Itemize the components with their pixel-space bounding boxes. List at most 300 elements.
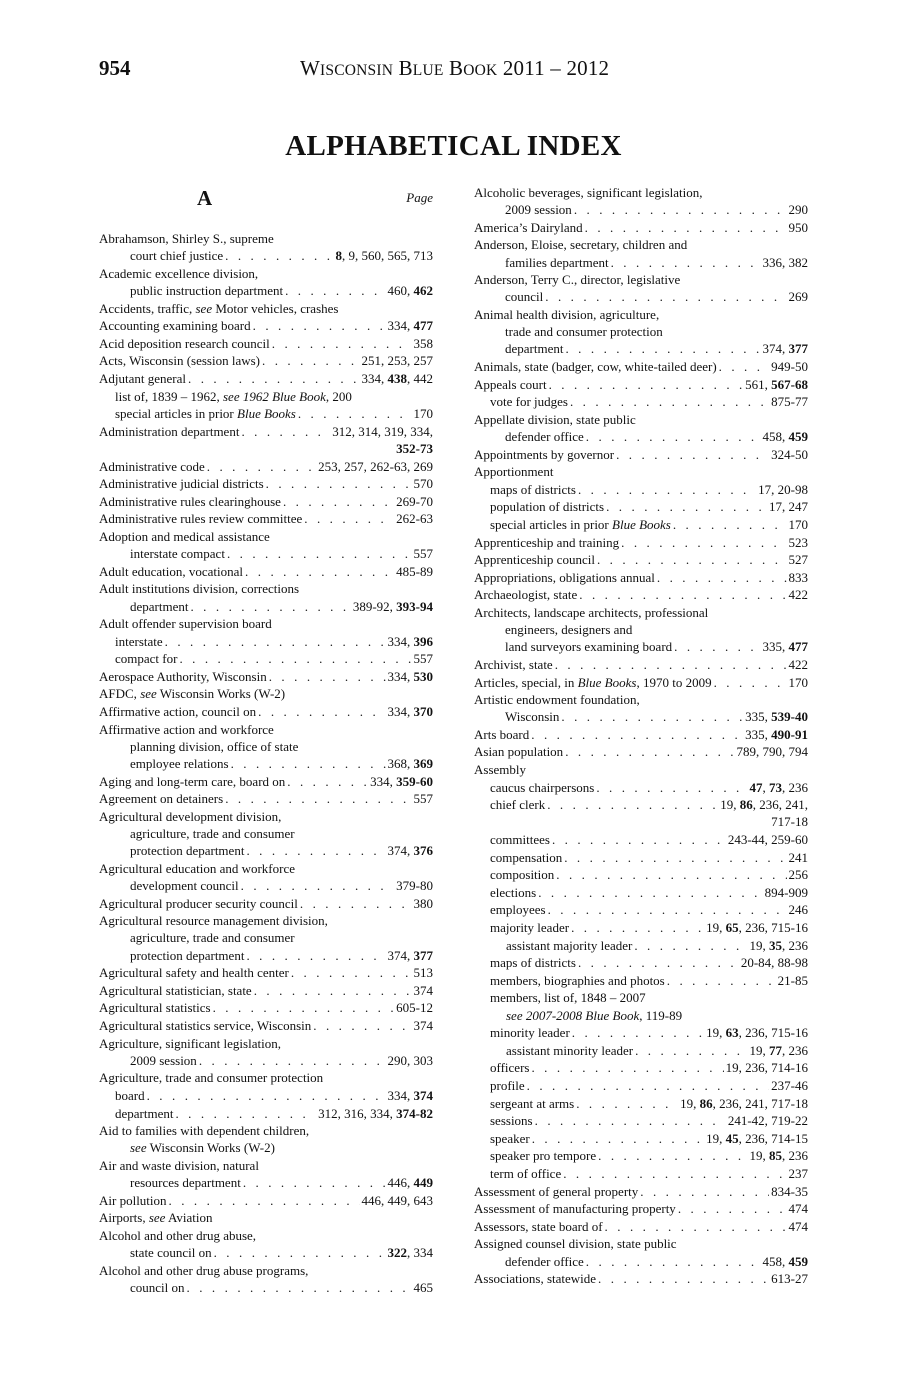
entry-pages: 47, 73, 236 [749,779,808,795]
entry-pages: 312, 316, 334, 374-82 [318,1105,433,1121]
dot-leader [535,1112,726,1129]
entry-pages: 374, 377 [762,341,808,357]
dot-leader [313,1017,411,1034]
entry-term: Anderson, Terry C., director, legislative [474,272,681,288]
dot-leader [213,999,395,1016]
entry-term: families department [505,254,609,270]
entry-pages: 374, 376 [387,843,433,859]
entry-pages: 613-27 [771,1271,808,1287]
entry-term: sergeant at arms [490,1095,575,1111]
dot-leader [556,866,786,883]
dot-leader [598,1270,769,1287]
entry-pages: 170 [788,674,808,690]
index-entry [474,779,808,796]
entry-term: Assessment of manufacturing property [474,1201,676,1217]
index-entry [99,458,433,475]
dot-leader [548,901,787,918]
index-entry [474,1200,808,1217]
entry-pages: 253, 257, 262-63, 269 [318,458,433,474]
index-entry [474,534,808,551]
entry-term: Agriculture, trade and consumer protection [99,1070,324,1086]
entry-term: Air pollution [99,1192,167,1208]
index-entry [474,358,808,375]
index-entry [99,1209,433,1226]
dot-leader [179,650,411,667]
entry-term: Acid deposition research council [99,335,270,351]
entry-term: composition [490,867,555,883]
index-entry [99,493,433,510]
entry-pages: 875-77 [771,394,808,410]
entry-term: council on [130,1279,185,1295]
entry-pages: 335, 539-40 [745,709,808,725]
entry-pages: 460, 462 [387,283,433,298]
dot-leader [214,1244,386,1261]
entry-pages: 334, 438, 442 [361,370,433,386]
dot-leader [254,982,412,999]
entry-term: caucus chairpersons [490,779,595,795]
entry-term: special articles in prior Blue Books [115,406,296,422]
index-entry [99,1105,433,1122]
page-number: 954 [99,56,131,80]
entry-pages: 290, 303 [387,1052,433,1068]
dot-leader [190,598,350,615]
entry-term: Assessment of general property [474,1183,639,1199]
dot-leader [531,1059,723,1076]
entry-pages: 334, 359-60 [370,773,433,789]
entry-term: Agricultural statistics service, Wisconsin [99,1018,312,1034]
entry-term: state council on [130,1245,212,1261]
entry-pages: 324-50 [771,446,808,462]
entry-term: Wisconsin [505,709,560,725]
dot-leader [578,481,756,498]
dot-leader [673,516,787,533]
index-entry [474,481,808,498]
dot-leader [262,352,359,369]
index-entry [99,1035,433,1069]
entry-pages: 241-42, 719-22 [727,1113,808,1129]
entry-pages: 523 [788,534,808,550]
index-entry [99,580,433,614]
dot-leader [634,937,747,954]
dot-leader [225,790,411,807]
entry-term: Alcoholic beverages, significant legislation, [474,185,703,200]
entry-pages: 8, 9, 560, 565, 713 [335,248,433,264]
entry-pages: 19, 65, 236, 715-16 [706,920,808,936]
section-header [99,186,433,210]
index-entry [99,650,433,667]
entry-term: defender office [505,1253,584,1269]
index-entry [99,230,433,264]
page-column-label: Page [406,190,433,205]
index-entry [99,703,433,720]
index-entry [474,989,808,1023]
entry-term: Abrahamson, Shirley S., supreme [99,231,274,246]
dot-leader [285,282,385,299]
entry-term: Academic excellence division, [99,265,259,281]
index-entry [474,1270,808,1287]
entry-pages: 19, 63, 236, 715-16 [706,1025,808,1041]
entry-term: assistant majority leader [506,937,633,953]
dot-leader [657,569,787,586]
entry-term: Administration department [99,423,240,439]
index-entry [99,1122,433,1156]
entry-pages: 389-92, 393-94 [352,598,433,614]
dot-leader [597,551,787,568]
dot-leader [579,586,786,603]
entry-pages: 290 [788,202,808,218]
dot-leader [549,376,744,393]
dot-leader [571,919,704,936]
index-entry [474,376,808,393]
entry-term: Administrative rules clearinghouse [99,493,281,509]
index-entry [99,1069,433,1086]
entry-term: Assembly [474,762,526,778]
entry-pages: 21-85 [777,972,808,988]
dot-leader [531,726,743,743]
index-entry [474,498,808,515]
entry-pages: 20-84, 88-98 [740,955,808,971]
index-entry [99,388,433,405]
entry-pages: 374 [413,1018,433,1034]
dot-leader [585,219,787,236]
entry-pages: 561, 567-68 [745,376,808,392]
entry-term: term of office [490,1165,562,1181]
index-entry [474,866,808,883]
index-entry [99,685,433,702]
dot-leader [545,288,786,305]
entry-pages: 949-50 [771,358,808,374]
entry-pages: 237 [788,1165,808,1181]
index-entry [474,1077,808,1094]
index-entry [474,919,808,936]
entry-term: Administrative judicial districts [99,476,264,492]
entry-pages: 17, 20-98 [758,481,808,497]
index-entry [99,633,433,650]
entry-term: employees [490,902,546,918]
entry-pages: 19, 86, 236, 241, 717-18 [680,1095,808,1111]
entry-term: Architects, landscape architects, professional [474,604,709,620]
entry-term: Air and waste division, natural [99,1158,259,1173]
index-title: ALPHABETICAL INDEX [285,130,622,162]
entry-pages: 246 [788,902,808,918]
dot-leader [300,895,412,912]
dot-leader [298,405,412,422]
entry-term: Artistic endowment foundation, [474,692,640,708]
index-entry [99,335,433,352]
entry-term: Agricultural development division, [99,808,282,824]
dot-leader [291,964,412,981]
entry-pages: 170 [413,406,433,422]
index-entry [99,510,433,527]
index-entry [99,265,433,299]
dot-leader [547,796,718,813]
entry-term: compensation [490,849,563,865]
entry-term: court chief justice [130,248,224,264]
entry-pages-continued: 352-73 [396,440,433,456]
dot-leader [574,201,787,218]
index-entry [474,1235,808,1269]
entry-pages: 335, 477 [762,639,808,655]
index-entry [99,982,433,999]
index-entry [474,691,808,725]
entry-term: assistant minority leader [506,1042,634,1058]
index-entry [474,411,808,445]
index-entry [99,773,433,790]
entry-term: Arts board [474,726,530,742]
dot-leader [266,475,412,492]
entry-pages: 379-80 [396,878,433,894]
entry-term: Adjutant general [99,370,186,386]
index-entry [474,271,808,305]
entry-pages: 368, 369 [387,756,433,772]
dot-leader [552,831,726,848]
index-entry [474,884,808,901]
dot-leader [561,708,743,725]
entry-pages: 374, 377 [387,947,433,963]
entry-pages: 256 [788,867,808,883]
index-entry [474,1095,808,1112]
entry-pages: 335, 490-91 [745,726,808,742]
dot-leader [269,668,386,685]
entry-pages: 358 [413,335,433,351]
entry-term: Agricultural education and workforce [99,860,296,876]
entry-pages-continued: 717-18 [771,814,808,830]
dot-leader [616,446,769,463]
dot-leader [570,393,769,410]
index-entry [474,1147,808,1164]
entry-term: Archaeologist, state [474,587,578,603]
index-entry [474,937,808,954]
dot-leader [678,1200,787,1217]
entry-pages: 237-46 [771,1077,808,1093]
entry-term: Apprenticeship council [474,552,595,568]
dot-leader [169,1192,360,1209]
dot-leader [225,247,333,264]
dot-leader [165,633,386,650]
entry-pages: 334, 370 [387,704,433,720]
entry-term: see Wisconsin Works (W-2) [130,1140,275,1156]
entry-pages: 380 [413,895,433,911]
index-entry [474,1130,808,1147]
index-entry [99,721,433,773]
dot-leader [564,849,786,866]
entry-term: employee relations [130,756,229,772]
entry-term: Adult institutions division, corrections [99,581,300,597]
index-column-left [99,230,433,1297]
dot-leader [621,534,786,551]
index-entry [99,1157,433,1191]
entry-term: Accidents, traffic, see Motor vehicles, crashes [99,300,339,316]
entry-term: Agricultural statistics [99,1000,211,1016]
index-entry [99,1262,433,1296]
index-entry [474,1112,808,1129]
index-entry [474,569,808,586]
entry-pages: 170 [788,516,808,532]
index-entry [474,516,808,533]
entry-term: committees [490,832,550,848]
dot-leader [586,1253,761,1270]
entry-term: Aerospace Authority, Wisconsin [99,668,267,684]
entry-term: 2009 session [505,202,572,218]
entry-term: list of, 1839 – 1962, see 1962 Blue Book, 200 [115,388,352,404]
entry-term: Airports, see Aviation [99,1210,213,1226]
index-entry [474,219,808,236]
entry-term: Agricultural statistician, state [99,982,252,998]
entry-term: AFDC, see Wisconsin Works (W-2) [99,686,286,702]
index-entry [99,895,433,912]
entry-term: Archivist, state [474,656,553,672]
index-entry [99,912,433,964]
dot-leader [241,877,394,894]
entry-pages: 334, 374 [387,1088,433,1104]
index-entry [474,901,808,918]
entry-term: Apportionment [474,464,554,480]
index-entry [474,393,808,410]
dot-leader [246,842,385,859]
index-entry [99,964,433,981]
entry-pages: 243-44, 259-60 [727,832,808,848]
dot-leader [246,947,385,964]
dot-leader [565,340,760,357]
dot-leader [258,703,385,720]
entry-term: Associations, statewide [474,1271,597,1287]
entry-term: Assessors, state board of [474,1218,603,1234]
index-entry [474,796,808,830]
dot-leader [245,563,394,580]
entry-term: board [115,1088,145,1104]
entry-pages: 527 [788,552,808,568]
dot-leader [241,423,330,440]
entry-term: agriculture, trade and consumer [130,930,295,946]
index-entry [99,300,433,317]
dot-leader [598,1147,747,1164]
index-entry [474,1165,808,1182]
dot-leader [527,1077,770,1094]
dot-leader [538,884,762,901]
dot-leader [227,545,412,562]
entry-term: Appropriations, obligations annual [474,569,655,585]
index-entry [99,1017,433,1034]
dot-leader [578,954,739,971]
index-entry [474,463,808,480]
index-entry [474,184,808,218]
entry-pages: 269-70 [396,493,433,509]
entry-term: defender office [505,428,584,444]
entry-pages: 19, 45, 236, 714-15 [706,1130,808,1146]
entry-pages: 336, 382 [762,254,808,270]
index-entry [474,656,808,673]
dot-leader [188,370,360,387]
entry-term: Aging and long-term care, board on [99,773,286,789]
index-entry [99,563,433,580]
entry-pages: 465 [413,1279,433,1295]
index-entry [474,306,808,358]
dot-leader [175,1105,316,1122]
entry-pages: 422 [788,656,808,672]
entry-term: Agricultural producer security council [99,895,298,911]
entry-term: interstate [115,633,163,649]
index-entry [99,1192,433,1209]
entry-term: protection department [130,947,245,963]
entry-term: members, biographies and photos [490,972,665,988]
entry-term: department [505,341,564,357]
entry-term: agriculture, trade and consumer [130,826,295,842]
index-entry [474,446,808,463]
dot-leader [640,1183,769,1200]
entry-term: public instruction department [130,283,284,298]
entry-pages: 446, 449, 643 [361,1192,433,1208]
index-entry [474,954,808,971]
index-entry [99,1227,433,1261]
index-entry [474,1024,808,1041]
entry-term: Alcohol and other drug abuse programs, [99,1262,309,1278]
entry-term: Appellate division, state public [474,411,636,427]
entry-term: Administrative code [99,458,205,474]
dot-leader [576,1095,678,1112]
entry-term: officers [490,1060,530,1076]
index-entry [99,405,433,422]
entry-pages: 322, 334 [387,1245,433,1261]
entry-term: protection department [130,843,245,859]
dot-leader [187,1279,412,1296]
entry-pages: 458, 459 [762,1253,808,1269]
entry-term: Affirmative action, council on [99,704,257,720]
entry-term: Affirmative action and workforce [99,721,274,737]
entry-term: department [130,598,189,614]
index-entry [99,423,433,457]
index-entry [99,528,433,562]
index-entry [474,1218,808,1235]
entry-term: members, list of, 1848 – 2007 [490,990,646,1006]
entry-term: maps of districts [490,955,576,971]
index-entry [474,551,808,568]
index-entry [474,726,808,743]
index-entry [474,1183,808,1200]
index-entry [474,831,808,848]
dot-leader [231,755,386,772]
entry-term: speaker pro tempore [490,1148,597,1164]
dot-leader [572,1024,704,1041]
entry-pages: 474 [788,1218,808,1234]
index-entry [474,604,808,656]
dot-leader [199,1052,386,1069]
entry-pages: 833 [788,569,808,585]
index-entry [474,674,808,691]
entry-term: sessions [490,1113,533,1129]
dot-leader [243,1174,386,1191]
index-entry [99,999,433,1016]
dot-leader [283,493,394,510]
entry-pages: 458, 459 [762,428,808,444]
entry-term: speaker [490,1130,530,1146]
entry-term: vote for judges [490,394,568,410]
entry-term: Alcohol and other drug abuse, [99,1227,257,1243]
entry-term: population of districts [490,499,605,515]
dot-leader [611,254,761,271]
index-entry [99,317,433,334]
index-entry [474,761,808,778]
entry-pages: 241 [788,849,808,865]
entry-pages: 334, 530 [387,668,433,684]
dot-leader [555,656,787,673]
entry-term: Agricultural resource management division, [99,913,328,929]
entry-pages: 605-12 [396,1000,433,1016]
dot-leader [287,773,368,790]
entry-term: America’s Dairyland [474,219,583,235]
entry-term: council [505,289,544,305]
entry-pages: 269 [788,289,808,305]
dot-leader [272,335,412,352]
